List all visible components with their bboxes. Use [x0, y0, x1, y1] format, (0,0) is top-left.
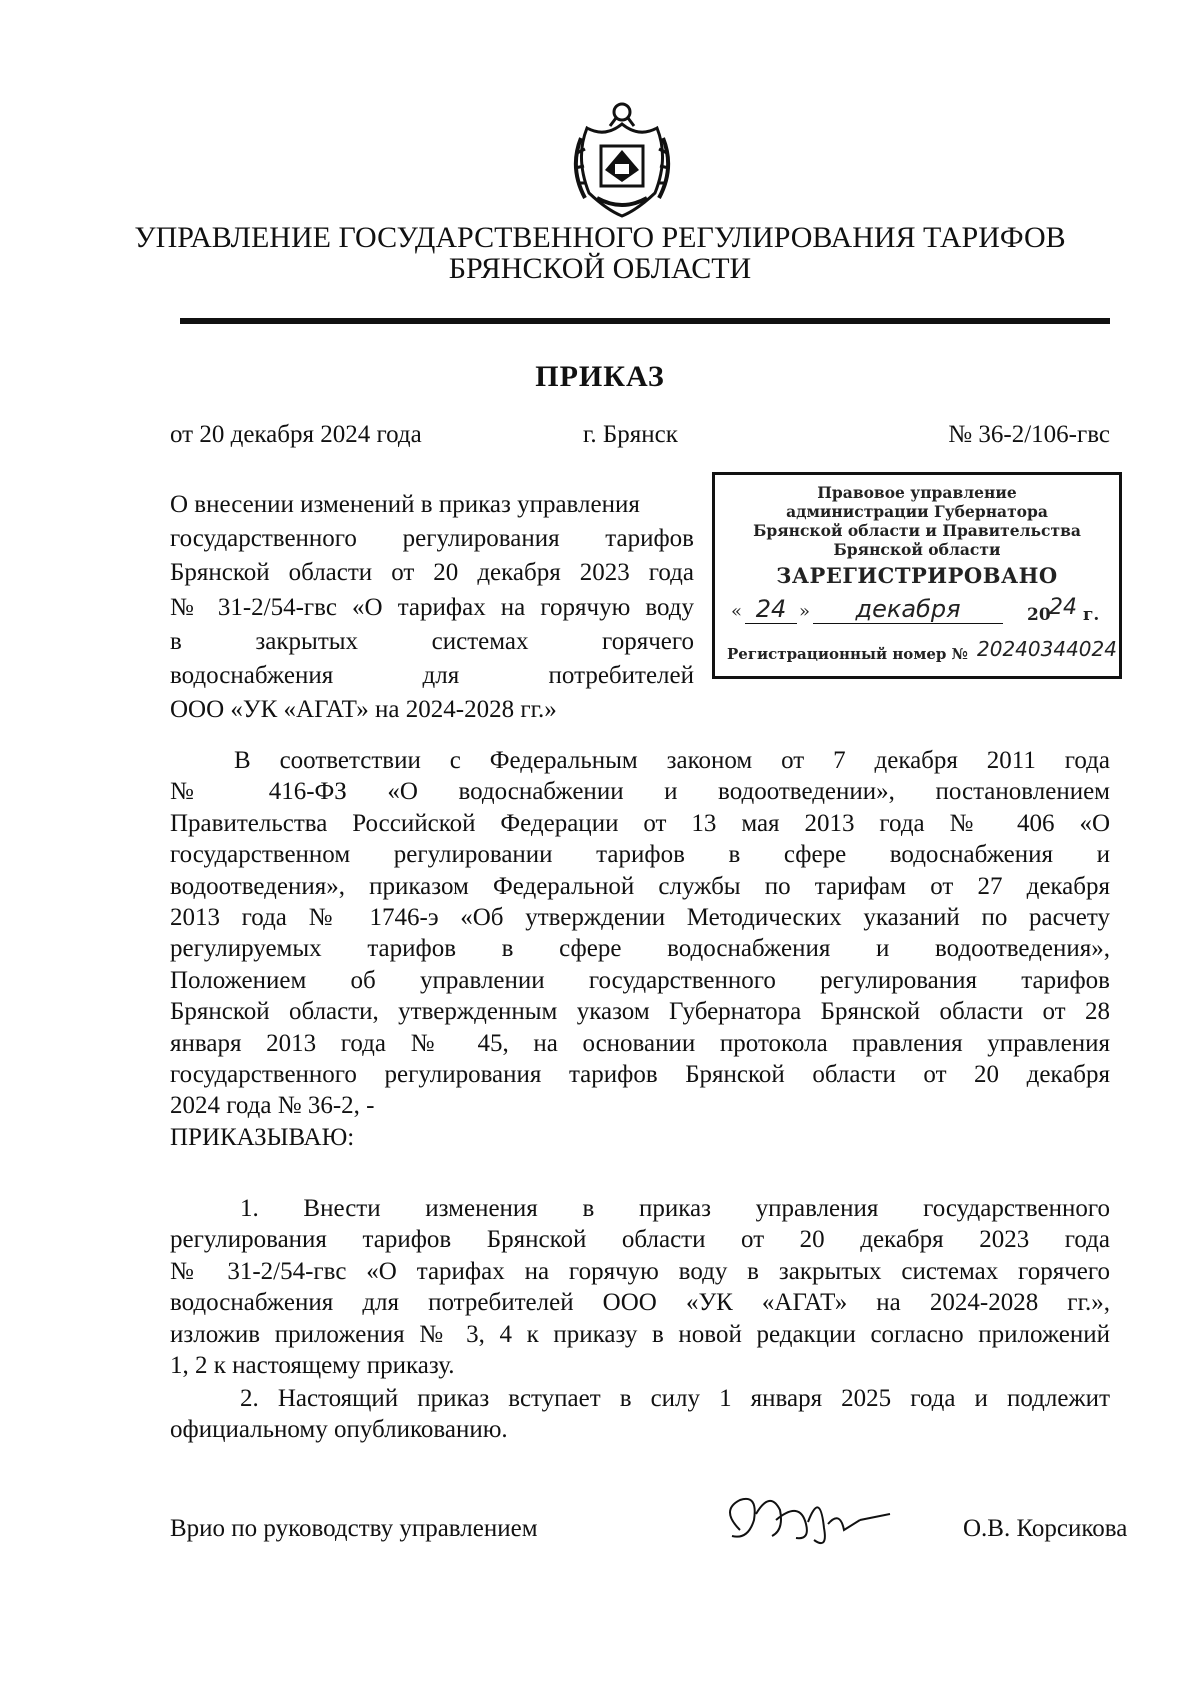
item-line: 1. Внести изменения в приказ управления государственного [240, 1195, 1110, 1222]
stamp-year-unit: г. [1083, 605, 1100, 625]
stamp-status: ЗАРЕГИСТРИРОВАНО [776, 563, 1058, 588]
signatory-name: О.В. Корсикова [963, 1515, 1128, 1542]
registration-stamp [712, 472, 1122, 679]
preamble-line: регулируемых тарифов в сфере водоснабжения и водоотведения», [170, 935, 1110, 963]
order-word: ПРИКАЗЫВАЮ: [170, 1123, 355, 1151]
item-line: водоснабжения для потребителей ООО «УК «АГАТ» на 2024-2028 гг.», [170, 1289, 1110, 1317]
stamp-line-1: Правовое управление [817, 483, 1017, 502]
subject-line: ООО «УК «АГАТ» на 2024-2028 гг.» [170, 696, 557, 724]
preamble-line: 2024 года № 36-2, - [170, 1092, 375, 1120]
subject-line: государственного регулирования тарифов [170, 525, 694, 553]
preamble-paragraph [170, 745, 1110, 1153]
preamble-line: Положением об управлении государственного регулирования тарифов [170, 966, 1110, 994]
stamp-date-row: « 24 » декабря 20 24 г. [731, 595, 1100, 625]
item-line: регулирования тарифов Брянской области от 20 декабря 2023 года [170, 1226, 1110, 1254]
header-divider [180, 318, 1110, 324]
stamp-line-2: администрации Губернатора [786, 502, 1048, 521]
subject-line: в закрытых системах горячего [170, 627, 694, 655]
preamble-line: В соответствии с Федеральным законом от 7 декабря 2011 года [234, 747, 1110, 774]
subject-line: О внесении изменений в приказ управления [170, 491, 640, 518]
stamp-line-3: Брянской области и Правительства [753, 521, 1081, 540]
order-item-1 [170, 1193, 1110, 1381]
document-type: ПРИКАЗ [535, 360, 665, 393]
stamp-year-suffix: 24 [1049, 595, 1077, 620]
preamble-line: водоотведения», приказом Федеральной службы по тарифам от 27 декабря [170, 872, 1110, 900]
item-line: официальному опубликованию. [170, 1416, 508, 1444]
preamble-line: государственном регулировании тарифов в сфере водоснабжения и [170, 841, 1110, 869]
signatory-role: Врио по руководству управлением [170, 1515, 538, 1542]
org-name-line-2: БРЯНСКОЙ ОБЛАСТИ [448, 252, 752, 285]
document-date: от 20 декабря 2024 года [170, 421, 422, 448]
subject-block [170, 488, 694, 727]
subject-line: водоснабжения для потребителей [170, 662, 694, 690]
document-number: № 36-2/106-гвс [948, 421, 1110, 448]
stamp-day: 24 [745, 595, 797, 624]
order-item-2 [170, 1383, 1110, 1446]
preamble-line: 2013 года № 1746-э «Об утверждении Методических указаний по расчету [170, 904, 1110, 932]
item-line: изложив приложения № 3, 4 к приказу в новой редакции согласно приложений [170, 1320, 1110, 1348]
stamp-reg-row [727, 637, 1117, 669]
preamble-line: государственного регулирования тарифов Брянской области от 20 декабря [170, 1061, 1110, 1089]
coat-of-arms-emblem [567, 98, 677, 218]
stamp-reg-number: 20240344024 [977, 637, 1117, 661]
item-line: 2. Настоящий приказ вступает в силу 1 января 2025 года и подлежит [240, 1385, 1110, 1412]
preamble-line: Правительства Российской Федерации от 13 мая 2013 года № 406 «О [170, 809, 1110, 837]
preamble-line: № 416-ФЗ «О водоснабжении и водоотведении», постановлением [170, 778, 1110, 806]
stamp-year-prefix: 20 [1027, 605, 1051, 625]
document-city: г. Брянск [583, 421, 678, 448]
stamp-month: декабря [813, 595, 1003, 624]
stamp-reg-label: Регистрационный номер № [727, 645, 968, 663]
item-line: 1, 2 к настоящему приказу. [170, 1352, 455, 1380]
stamp-line-4: Брянской области [833, 540, 1001, 559]
handwritten-signature [710, 1480, 910, 1560]
preamble-line: января 2013 года № 45, на основании протокола правления управления [170, 1029, 1110, 1057]
subject-line: Брянской области от 20 декабря 2023 года [170, 559, 694, 587]
org-name-line-1: УПРАВЛЕНИЕ ГОСУДАРСТВЕННОГО РЕГУЛИРОВАНИЯ ТАРИФОВ [134, 221, 1066, 254]
item-line: № 31-2/54-гвс «О тарифах на горячую воду в закрытых системах горячего [170, 1257, 1110, 1285]
preamble-line: Брянской области, утвержденным указом Губернатора Брянской области от 28 [170, 998, 1110, 1026]
subject-line: № 31-2/54-гвс «О тарифах на горячую воду [170, 593, 694, 621]
